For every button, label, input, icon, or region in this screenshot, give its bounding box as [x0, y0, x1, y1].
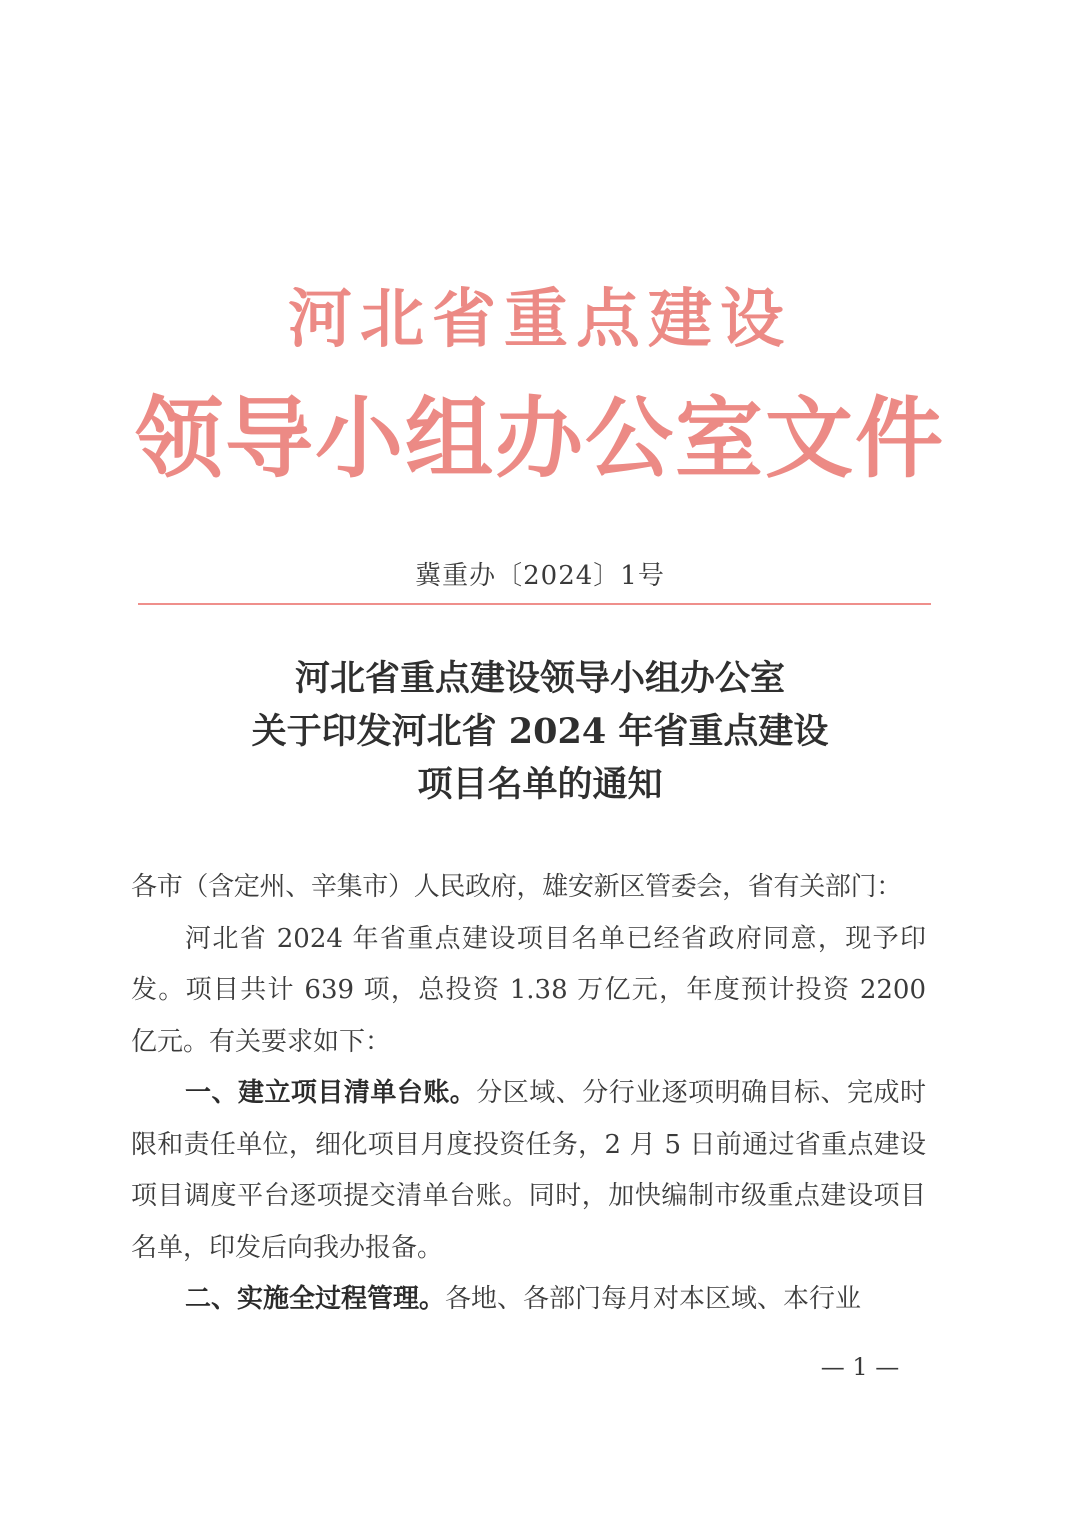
paragraph-item-1 — [131, 1068, 926, 1274]
item-1-text: 分区域、分行业逐项明确目标、完成时限和责任单位，细化项目月度投资任务，2 月 5 日前通过省重点建设项目调度平台逐项提交清单台账。同时，加快编制市级重点建设项目名单，印发后向我办报备。 — [131, 1078, 926, 1263]
masthead-line-2: 领导小组办公室文件 — [134, 386, 945, 490]
item-2-heading: 二、实施全过程管理。 — [185, 1284, 446, 1314]
title-line-3: 项目名单的通知 — [417, 764, 663, 805]
red-divider-line — [138, 603, 931, 605]
title-line-2: 关于印发河北省 2024 年省重点建设 — [251, 711, 829, 752]
masthead-line-1: 河北省重点建设 — [288, 282, 792, 357]
document-title — [0, 652, 1080, 811]
paragraph-item-2 — [131, 1274, 926, 1326]
page-number: — 1 — — [820, 1353, 900, 1381]
salutation: 各市（含定州、辛集市）人民政府，雄安新区管委会，省有关部门： — [131, 872, 903, 902]
title-line-1: 河北省重点建设领导小组办公室 — [294, 658, 785, 699]
document-body — [131, 862, 926, 1326]
item-2-text: 各地、各部门每月对本区域、本行业 — [445, 1284, 862, 1314]
item-1-heading: 一、建立项目清单台账。 — [185, 1078, 477, 1108]
document-number: 冀重办〔2024〕1号 — [415, 561, 665, 591]
paragraph-intro: 河北省 2024 年省重点建设项目名单已经省政府同意，现予印发。项目共计 639 项，总投资 1.38 万亿元，年度预计投资 2200 亿元。有关要求如下： — [131, 923, 926, 1057]
